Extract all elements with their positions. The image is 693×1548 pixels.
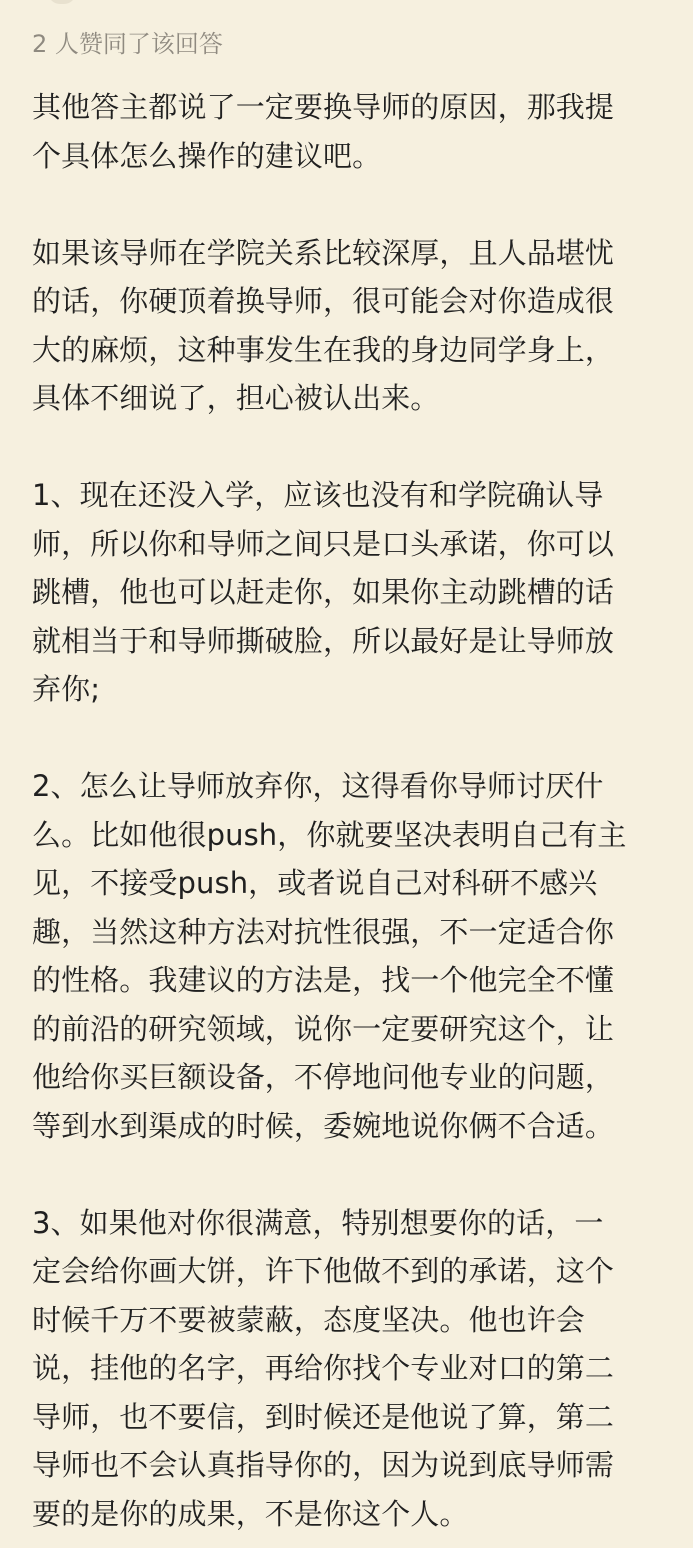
answer-line: 师，所以你和导师之间只是口头承诺，你可以	[32, 526, 615, 561]
answer-line: 3、如果他对你很满意，特别想要你的话，一	[32, 1205, 604, 1240]
answer-line: 他给你买巨额设备，不停地问他专业的问题，	[32, 1060, 615, 1094]
answer-line: 的话，你硬顶着换导师，很可能会对你造成很	[32, 284, 615, 318]
answer-line: 其他答主都说了一定要换导师的原因，那我提	[32, 90, 615, 124]
answer-line: 导师也不会认真指导你的，因为说到底导师需	[32, 1448, 615, 1482]
answer-line: 具体不细说了，担心被认出来。	[32, 381, 440, 415]
answer-line: 要的是你的成果，不是你这个人。	[32, 1496, 469, 1531]
answer-paragraph	[32, 229, 662, 423]
answer-line: 说，挂他的名字，再给你找个专业对口的第二	[32, 1351, 615, 1385]
answer-line: 如果该导师在学院关系比较深厚，且人品堪忧	[32, 235, 615, 270]
answer-line: 等到水到渠成的时候，委婉地说你俩不合适。	[32, 1108, 615, 1143]
answer-line: 个具体怎么操作的建议吧。	[32, 138, 382, 173]
answer-paragraph	[32, 471, 662, 714]
answer-line: 时候千万不要被蒙蔽，态度坚决。他也许会	[32, 1302, 585, 1337]
answer-line: 见，不接受push，或者说自己对科研不感兴	[32, 866, 598, 900]
answer-paragraph	[32, 1199, 662, 1539]
answer-line: 的前沿的研究领域，说你一定要研究这个，让	[32, 1011, 615, 1046]
answer-line: 的性格。我建议的方法是，找一个他完全不懂	[32, 963, 615, 997]
answer-line: 大的麻烦，这种事发生在我的身边同学身上，	[32, 332, 615, 367]
answer-line: 1、现在还没入学，应该也没有和学院确认导	[32, 478, 604, 512]
answer-body	[32, 83, 662, 1538]
answer-line: 定会给你画大饼，许下他做不到的承诺，这个	[32, 1254, 615, 1288]
likes-count: 2 人赞同了该回答	[32, 30, 223, 58]
answer-line: 趣，当然这种方法对抗性很强，不一定适合你	[32, 914, 615, 949]
answer-line: 弃你;	[32, 672, 101, 706]
answer-paragraph	[32, 83, 662, 180]
answer-line: 2、怎么让导师放弃你，这得看你导师讨厌什	[32, 769, 604, 803]
answer-paragraph	[32, 762, 662, 1150]
answer-line: 么。比如他很push，你就要坚决表明自己有主	[32, 817, 627, 852]
avatar-edge	[48, 0, 76, 4]
answer-line: 导师，也不要信，到时候还是他说了算，第二	[32, 1399, 615, 1434]
answer-line: 就相当于和导师撕破脸，所以最好是让导师放	[32, 623, 615, 658]
answer-line: 跳槽，他也可以赶走你，如果你主动跳槽的话	[32, 575, 615, 609]
